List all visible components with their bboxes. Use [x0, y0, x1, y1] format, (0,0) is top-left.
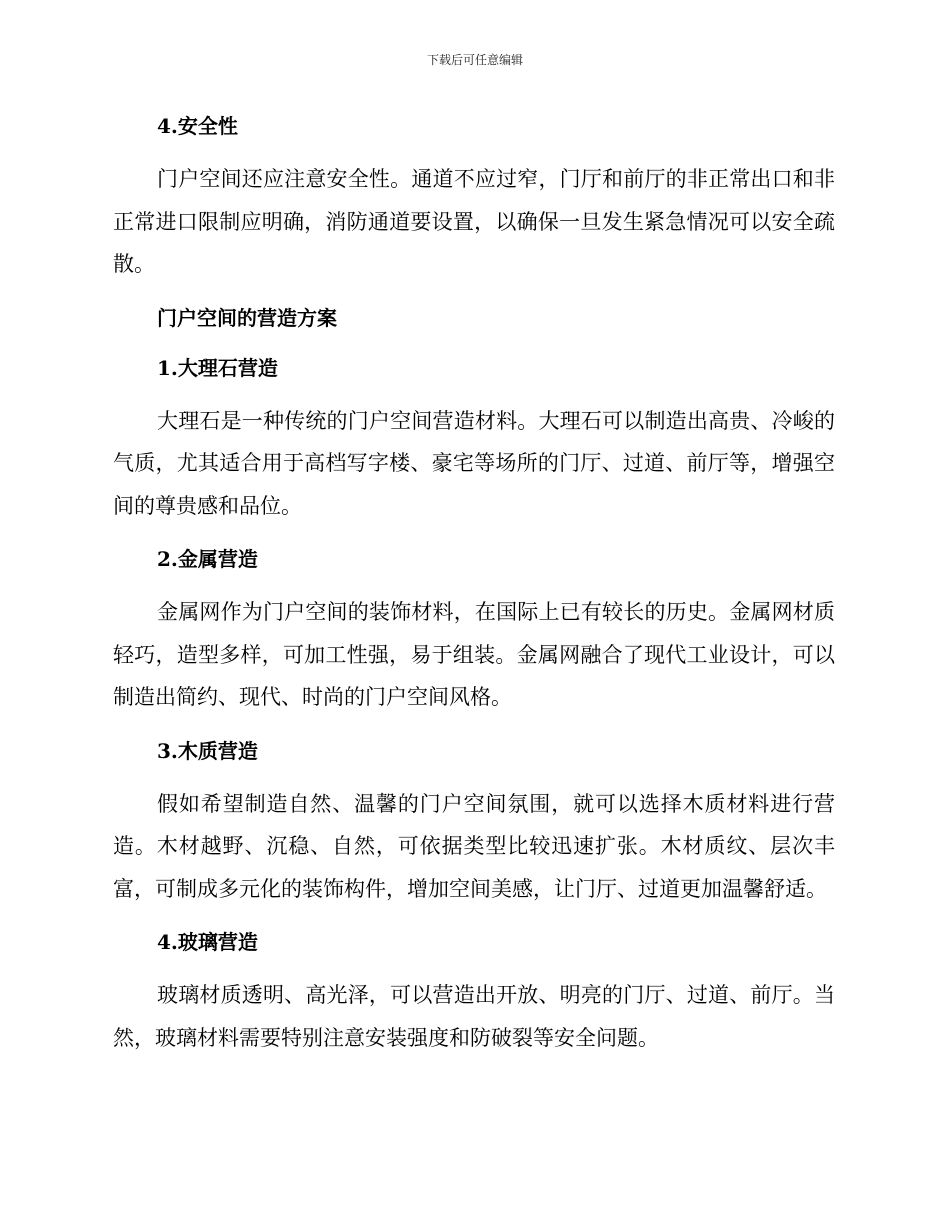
section-heading-wood: 3.木质营造 — [157, 738, 258, 763]
document-body — [113, 110, 835, 1059]
paragraph-glass: 玻璃材质透明、高光泽，可以营造出开放、明亮的门厅、过道、前厅。当然，玻璃材料需要特别注意安装强度和防破裂等安全问题。 — [113, 983, 835, 1050]
page-header: 下载后可任意编辑 — [426, 53, 523, 67]
section-heading-metal: 2.金属营造 — [157, 547, 258, 571]
paragraph-marble: 大理石是一种传统的门户空间营造材料。大理石可以制造出高贵、冷峻的气质，尤其适合用于高档写字楼、豪宅等场所的门厅、过道、前厅等，增强空间的尊贵感和品位。 — [113, 408, 835, 518]
section-heading-glass: 4.玻璃营造 — [157, 930, 258, 954]
section-heading-marble: 1.大理石营造 — [157, 355, 278, 380]
paragraph-safety: 门户空间还应注意安全性。通道不应过窄，门厅和前厅的非正常出口和非正常进口限制应明确，消防通道要设置，以确保一旦发生紧急情况可以安全疏散。 — [113, 167, 835, 276]
section-heading-construction-plan: 门户空间的营造方案 — [157, 305, 337, 330]
paragraph-wood: 假如希望制造自然、温馨的门户空间氛围，就可以选择木质材料进行营造。木材越野、沉稳、自然，可依据类型比较迅速扩张。木材质纹、层次丰富，可制成多元化的装饰构件，增加空间美感，让门厅、过道更加温馨舒适。 — [113, 791, 835, 901]
paragraph-metal: 金属网作为门户空间的装饰材料，在国际上已有较长的历史。金属网材质轻巧，造型多样，可加工性强，易于组装。金属网融合了现代工业设计，可以制造出简约、现代、时尚的门户空间风格。 — [113, 600, 835, 709]
section-heading-safety: 4.安全性 — [157, 114, 238, 138]
